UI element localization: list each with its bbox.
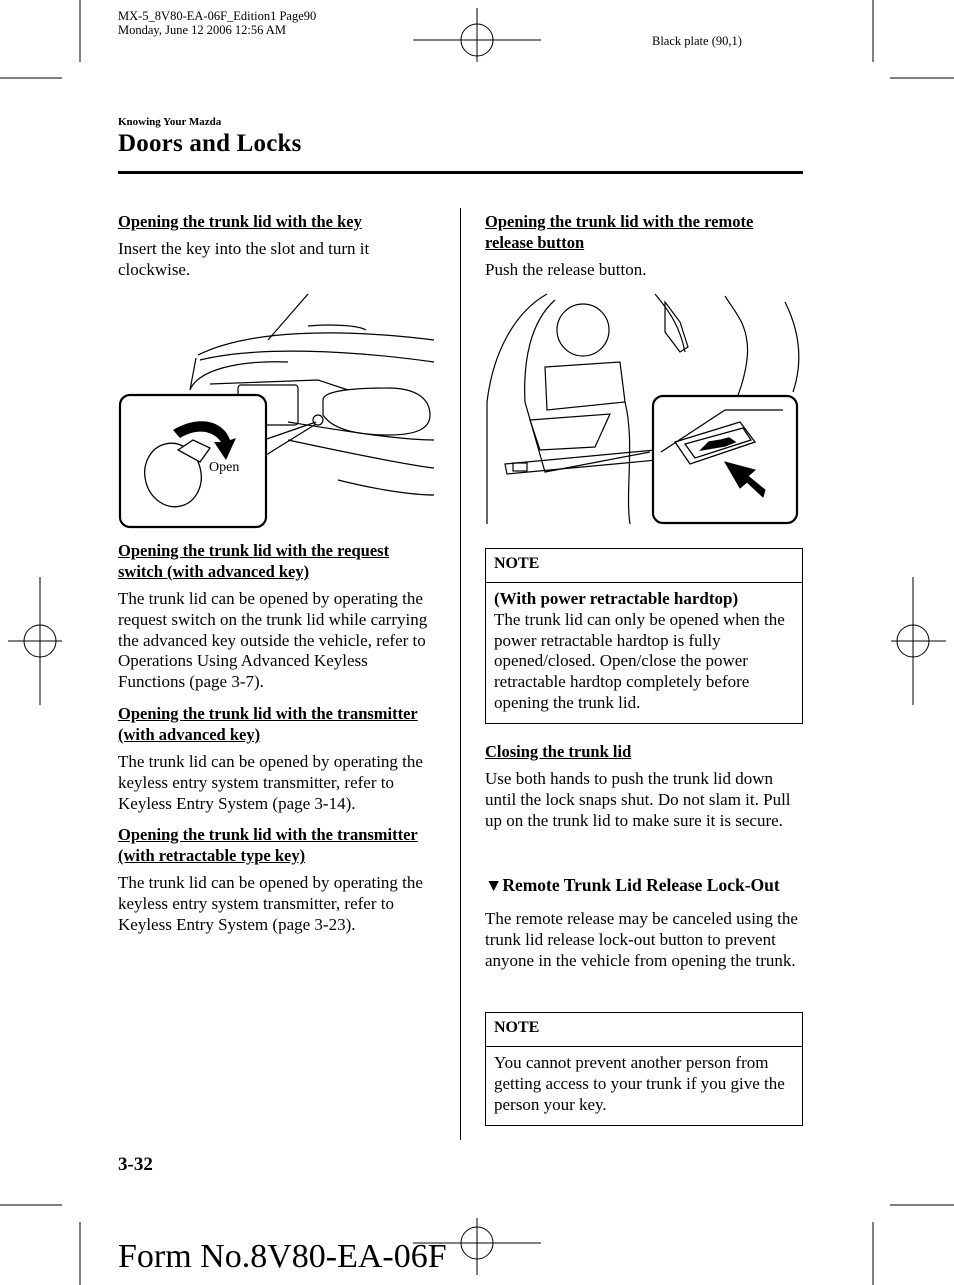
heading-transmitter-advanced: Opening the trunk lid with the transmitter (with advanced key) — [118, 703, 418, 744]
form-number: Form No.8V80-EA-06F — [118, 1238, 447, 1275]
para-request-switch: The trunk lid can be opened by operating the request switch on the trunk lid while carrying the advanced key outside the vehicle, refer to Operations Using Advanced Keyless Functions (page 3-7). — [118, 589, 428, 692]
chapter-label: Knowing Your Mazda — [118, 116, 222, 128]
note-body — [486, 583, 802, 720]
file-name: MX-5_8V80-EA-06F_Edition1 Page90 — [118, 9, 317, 23]
page-number: 3-32 — [118, 1154, 153, 1175]
heading-transmitter-retractable: Opening the trunk lid with the transmitter (with retractable type key) — [118, 825, 418, 866]
heading-key-open: Opening the trunk lid with the key — [118, 212, 362, 231]
plate-label: Black plate (90,1) — [652, 34, 742, 48]
page-title: Doors and Locks — [118, 130, 302, 157]
column-divider — [460, 208, 461, 1140]
file-timestamp: Monday, June 12 2006 12:56 AM — [118, 23, 286, 37]
note-heading: NOTE — [486, 1013, 802, 1047]
heading-request-switch: Opening the trunk lid with the request switch (with advanced key) — [118, 541, 390, 581]
lockout-section — [485, 909, 805, 971]
file-info — [118, 9, 316, 37]
registration-mark-left — [8, 577, 62, 705]
heading-remote-release: Opening the trunk lid with the remote release button — [485, 212, 754, 252]
registration-mark-top — [413, 8, 541, 62]
para-closing: Use both hands to push the trunk lid down until the lock snaps shut. Do not slam it. Pull up on the trunk lid to make sure it is secure. — [485, 769, 791, 830]
subhead-lockout — [485, 875, 780, 896]
right-column-lower — [485, 741, 805, 831]
para-remote-release: Push the release button. — [485, 260, 647, 279]
registration-mark-right — [891, 577, 946, 705]
note-condition: (With power retractable hardtop) — [494, 589, 739, 608]
note-heading: NOTE — [486, 549, 802, 583]
left-column — [118, 211, 438, 281]
para-transmitter-advanced: The trunk lid can be opened by operating the keyless entry system transmitter, refer to Keyless Entry System (page 3-14). — [118, 751, 423, 813]
para-lockout: The remote release may be canceled using the trunk lid release lock-out button to prevent anyone in the vehicle from opening the trunk. — [485, 909, 798, 970]
note-text: You cannot prevent another person from getting access to your trunk if you give the person your key. — [494, 1053, 785, 1114]
release-button-illustration — [485, 292, 805, 527]
right-column — [485, 211, 805, 281]
para-key-open: Insert the key into the slot and turn it clockwise. — [118, 239, 370, 279]
para-transmitter-retractable: The trunk lid can be opened by operating the keyless entry system transmitter, refer to Keyless Entry System (page 3-23). — [118, 873, 423, 934]
figure-label-open: Open — [209, 460, 240, 475]
triangle-marker-icon: ▼ — [485, 875, 503, 895]
trunk-key-illustration — [118, 290, 438, 530]
subhead-text: Remote Trunk Lid Release Lock-Out — [502, 875, 780, 895]
note-box-key — [485, 1012, 803, 1126]
title-rule — [118, 171, 803, 174]
left-column-lower — [118, 540, 438, 936]
heading-closing: Closing the trunk lid — [485, 742, 632, 761]
note-box-hardtop — [485, 548, 803, 724]
button-inset-frame — [653, 396, 797, 523]
note-text: The trunk lid can only be opened when the power retractable hardtop is fully opened/closed. Open/close the power retractable hardtop completely before opening the trunk lid. — [494, 609, 785, 712]
